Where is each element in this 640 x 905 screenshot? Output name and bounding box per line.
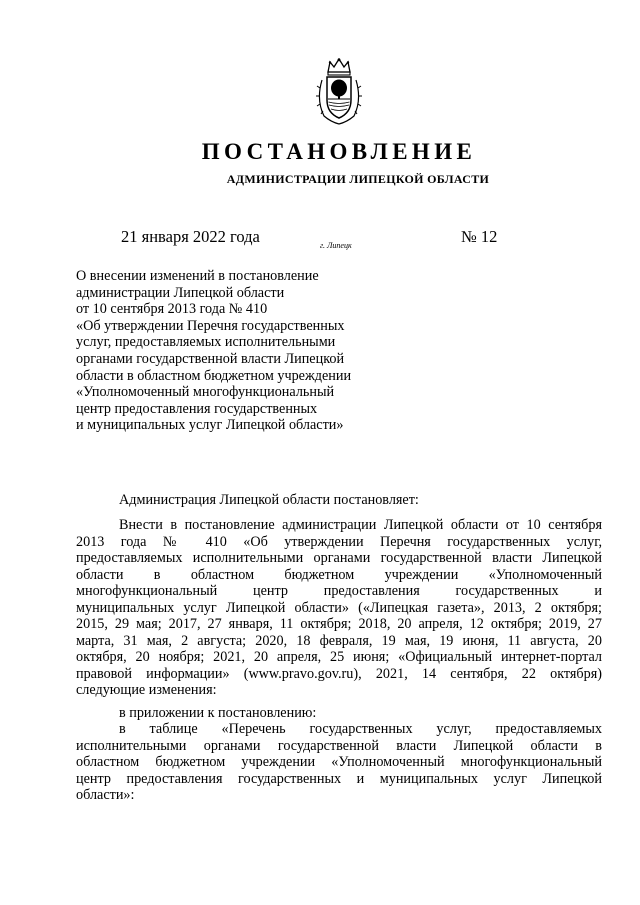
coat-of-arms-icon [316, 58, 362, 126]
paragraph-line: правовой информации» (www.pravo.gov.ru), 2021, 14 сентября, 22 октября) [76, 665, 602, 682]
paragraph-line: Внести в постановление администрации Липецкой области от 10 сентября [119, 517, 602, 533]
subject-line: услуг, предоставляемых исполнительными [76, 334, 336, 351]
paragraph-table [76, 721, 602, 804]
paragraph-line: предоставляемых исполнительными органами государственной власти Липецкой [76, 550, 602, 566]
paragraph-line: в таблице «Перечень государственных услуг, предоставляемых [119, 721, 602, 737]
subject-line: «Уполномоченный многофункциональный [76, 384, 335, 401]
subject-line: органами государственной власти Липецкой [76, 350, 345, 367]
subject-line: от 10 сентября 2013 года № 410 [76, 301, 268, 318]
paragraph-line: октября, 20 ноября; 2021, 20 апреля, 25 июня; «Официальный интернет-портал [76, 649, 602, 665]
subject-line: «Об утверждении Перечня государственных [76, 317, 345, 334]
paragraph-line: 2013 года № 410 «Об утверждении Перечня государственных услуг, [76, 533, 602, 550]
subject-line: области в областном бюджетном учреждении [76, 367, 352, 384]
paragraph-amendment [76, 517, 602, 699]
subject-line: администрации Липецкой области [76, 284, 285, 301]
document-city: г. Липецк [320, 241, 352, 250]
paragraph-line: центр предоставления государственных и муниципальных услуг Липецкой [76, 770, 602, 787]
paragraph-line: следующие изменения: [76, 682, 217, 698]
document-subject [76, 268, 406, 434]
paragraph-line: области»: [76, 787, 135, 803]
document-body [76, 517, 602, 804]
paragraph-line: многофункциональный центр предоставления государственных и [76, 583, 602, 599]
document-number: № 12 [461, 227, 498, 246]
paragraph-line: области в областном бюджетном учреждении «Уполномоченный [76, 566, 602, 583]
subject-line: и муниципальных услуг Липецкой области» [76, 417, 344, 434]
issuer-heading: АДМИНИСТРАЦИИ ЛИПЕЦКОЙ ОБЛАСТИ [226, 172, 490, 186]
paragraph-line: исполнительными органами государственной власти Липецкой области в [76, 737, 602, 754]
subject-line: О внесении изменений в постановление [76, 268, 319, 284]
paragraph-appendix: в приложении к постановлению: [119, 704, 317, 721]
paragraph-line: 2015, 29 мая; 2017, 27 января, 11 октября; 2018, 20 апреля, 12 октября; 2019, 27 [76, 616, 602, 632]
subject-line: центр предоставления государственных [76, 400, 318, 417]
document-date: 21 января 2022 года [121, 227, 260, 246]
document-type-heading: ПОСТАНОВЛЕНИЕ [201, 139, 477, 164]
paragraph-line: муниципальных услуг Липецкой области» («Липецкая газета», 2013, 2 октября; [76, 599, 602, 616]
paragraph-line: областном бюджетном учреждении «Уполномоченный многофункциональный [76, 754, 602, 770]
paragraph-line: марта, 31 мая, 2 августа; 2020, 18 февраля, 19 мая, 19 июня, 11 августа, 20 [76, 632, 602, 649]
preamble-text: Администрация Липецкой области постановляет: [119, 492, 419, 508]
